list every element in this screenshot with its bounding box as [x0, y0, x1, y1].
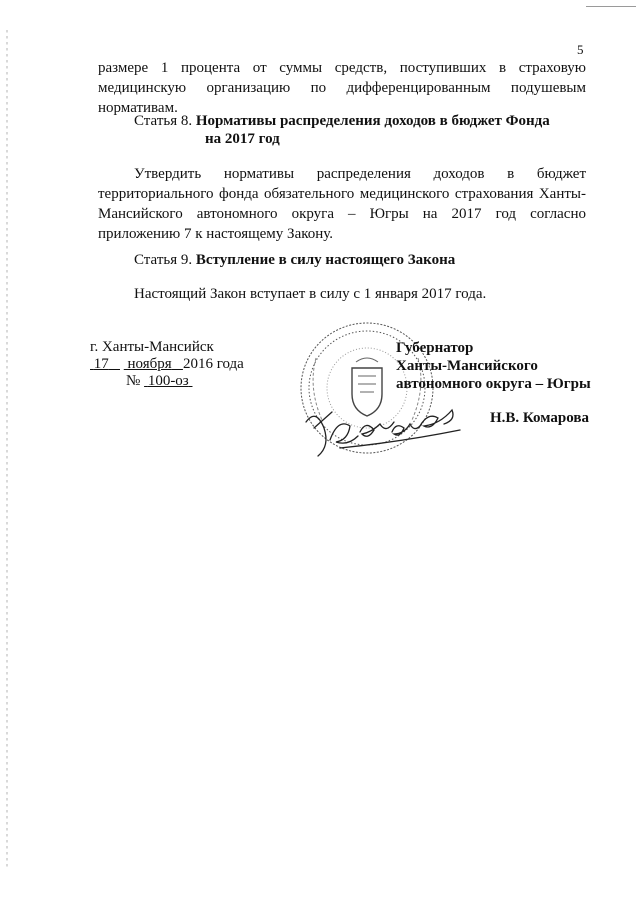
article-8-prefix: Статья 8.	[134, 113, 193, 129]
scan-edge-line	[586, 6, 636, 7]
number-prefix: №	[126, 373, 141, 389]
article-9-text: Настоящий Закон вступает в силу с 1 января 2017 года.	[134, 286, 487, 302]
date-year: 2016 года	[182, 356, 244, 372]
signatory-title-line2: Ханты-Мансийского	[396, 358, 538, 374]
signatory-title	[396, 339, 591, 393]
date-month: ноября	[127, 356, 172, 372]
signatory-name: Н.В. Комарова	[490, 410, 589, 426]
date-day: 17	[93, 356, 109, 372]
date-line	[90, 356, 244, 373]
article-8-text: Утвердить нормативы распределения доходов в бюджет территориального фонда обязательного медицинского страхования Ханты-Мансийского автономного округа – Югры на 2017 год согласно приложению 7 к настоящему Закону.	[98, 166, 586, 242]
intro-paragraph: размере 1 процента от суммы средств, поступивших в страховую медицинскую организацию по дифференцированным подушевым нормативам.	[98, 60, 586, 116]
signatory-title-line3: автономного округа – Югры	[396, 376, 591, 392]
number-value: 100-оз	[147, 373, 189, 389]
page-number: 5	[577, 42, 584, 57]
article-9-title: Вступление в силу настоящего Закона	[195, 252, 456, 268]
handwritten-signature	[300, 392, 490, 462]
article-9-prefix: Статья 9.	[134, 252, 193, 268]
scan-edge-dots	[6, 30, 8, 870]
article-8-title-line2: на 2017 год	[205, 131, 280, 147]
place: г. Ханты-Мансийск	[90, 339, 214, 355]
signatory-title-line1: Губернатор	[396, 340, 474, 356]
article-9-heading	[134, 251, 455, 270]
place-date-block	[90, 339, 244, 390]
number-line	[90, 373, 244, 390]
article-8-title: Нормативы распределения доходов в бюджет Фонда	[195, 113, 550, 129]
article-8-heading	[134, 112, 550, 131]
